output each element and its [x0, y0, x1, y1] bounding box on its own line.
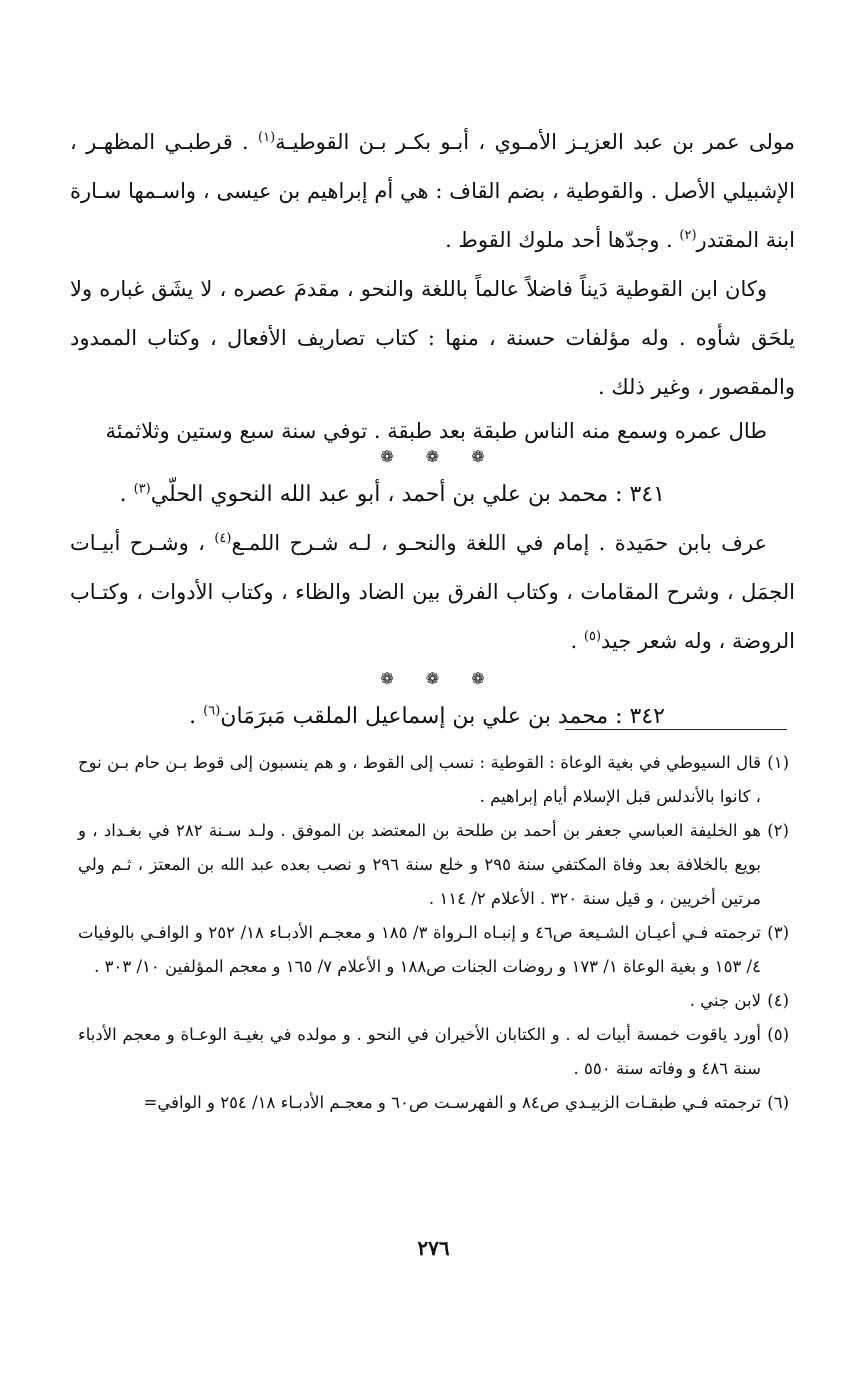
- flower-ornament-icon: ❁: [425, 447, 440, 466]
- paragraph-1-text-end: . وجدّها أحد ملوك القوط .: [445, 228, 680, 252]
- paragraph-4: [70, 519, 795, 666]
- footnote-ref-2[interactable]: (٢): [679, 228, 697, 243]
- flower-ornament-icon: ❁: [380, 447, 394, 466]
- footnote-text: ترجمته فـي طبقـات الزبيـدي ص٨٤ و الفهرسـت ص٦٠ و معجـم الأدبـاء ١٨/ ٢٥٤ و الوافي=: [143, 1093, 761, 1112]
- footnote-number: (٤): [767, 991, 789, 1010]
- footnote-number: (٥): [767, 1025, 789, 1044]
- footnote-ref-5[interactable]: (٥): [583, 629, 602, 644]
- footnote-number: (١): [767, 753, 789, 772]
- section-ornament-1: [70, 447, 795, 466]
- entry-342-heading: [70, 692, 795, 741]
- paragraph-3: طال عمره وسمع منه الناس طبقة بعد طبقة . توفي سنة سبع وستين وثلاثمئة: [105, 419, 767, 443]
- paragraph-4-text-cont: ، وشـرح أبيـات الجمَل ، وشرح المقامات ، وكتاب الفرق بين الضاد والظاء ، وكتاب الأدوات ، وكتـاب الروضة ، وله شعر جيد: [70, 531, 795, 653]
- entry-341-title: ٣٤١ : محمد بن علي بن أحمد ، أبو عبد الله النحوي الحلّي: [150, 482, 665, 507]
- footnote-number: (٣): [767, 923, 790, 942]
- paragraph-4-text: عرف بابن حمَيدة . إمام في اللغة والنحـو ، لـه شـرح اللمـع: [231, 531, 767, 555]
- footnote-ref-1[interactable]: (١): [258, 130, 276, 145]
- footnotes: [78, 746, 789, 1120]
- footnote-text: هو الخليفة العباسي جعفر بن أحمد بن طلحة بن المعتضد بن الموفق . ولـد سـنة ٢٨٢ في بغـداد ، و بويع بالخلافة بعد وفاة المكتفي سنة ٢٩٥ و خلع سنة ٢٩٦ و نصب بعده عبد الله بن المعتز ، ثـم ولي مرتين أخريين ، و قيل سنة ٣٢٠ . الأعلام ٢/ ١١٤ .: [78, 821, 761, 908]
- entry-341-end: .: [119, 482, 134, 507]
- footnote-3: [78, 916, 789, 984]
- footnote-ref-6[interactable]: (٦): [203, 703, 221, 719]
- footnote-6: [78, 1086, 789, 1120]
- footnote-text: قال السيوطي في بغية الوعاة : القوطية : نسب إلى القوط ، و هم ينسبون إلى قوط بـن حام بـن نوح ، كانوا بالأندلس قبل الإسلام أيام إبراهيم .: [78, 753, 761, 806]
- entry-342-end: .: [189, 704, 204, 729]
- paragraph-4-text-end: .: [570, 629, 584, 653]
- footnote-5: [78, 1018, 789, 1086]
- footnote-2: [78, 814, 789, 916]
- paragraph-1-text-cont: . قرطبـي المظهـر ، الإشبيلي الأصل . والقوطية ، بضم القاف : هي أم إبراهيم بن عيسى ، واسـمها سـارة ابنة المقتدر: [70, 130, 795, 252]
- footnote-4: [78, 984, 789, 1018]
- flower-ornament-icon: ❁: [380, 669, 394, 688]
- footnote-ref-4[interactable]: (٤): [214, 531, 232, 546]
- flower-ornament-icon: ❁: [471, 669, 485, 688]
- section-ornament-2: [70, 669, 795, 688]
- entry-341-heading: [70, 470, 795, 519]
- entry-342-title: ٣٤٢ : محمد بن علي بن إسماعيل الملقب مَبرَمَان: [220, 704, 665, 729]
- page-number: ٢٧٦: [417, 1236, 450, 1260]
- footnote-text: ترجمته فـي أعيـان الشـيعة ص٤٦ و إنبـاه الـرواة ٣/ ١٨٥ و معجـم الأدبـاء ١٨/ ٢٥٢ و الوافـي بالوفيات ٤/ ١٥٣ و بغية الوعاة ١/ ١٧٣ و روضات الجنات ص١٨٨ و الأعلام ٧/ ١٦٥ و معجم المؤلفين ١٠/ ٣٠٣ .: [78, 923, 762, 976]
- footnote-number: (٦): [767, 1093, 789, 1112]
- footnote-separator: [565, 729, 787, 730]
- paragraph-1-text: مولى عمر بن عبد العزيـز الأمـوي ، أبـو بكـر بـن القوطيـة: [275, 130, 795, 154]
- main-text: [70, 118, 795, 741]
- flower-ornament-icon: ❁: [425, 669, 440, 688]
- footnote-1: [78, 746, 789, 814]
- paragraph-1: [70, 118, 795, 265]
- footnote-text: لابن جني .: [689, 991, 761, 1010]
- footnote-text: أورد ياقوت خمسة أبيات له . و الكتابان الأخيران في النحو . و مولده في بغيـة الوعـاة و معجم الأدباء سنة ٤٨٦ و وفاته سنة ٥٥٠ .: [78, 1025, 761, 1078]
- flower-ornament-icon: ❁: [471, 447, 485, 466]
- footnote-ref-3[interactable]: (٣): [133, 481, 151, 497]
- paragraph-2: وكان ابن القوطية دَيناً فاضلاً عالماً باللغة والنحو ، مقدمَ عصره ، لا يشَق غباره ولا يلحَق شأوه . وله مؤلفات حسنة ، منها : كتاب تصاريف الأفعال ، وكتاب الممدود والمقصور ، وغير ذلك .: [70, 277, 795, 399]
- footnote-number: (٢): [767, 821, 789, 840]
